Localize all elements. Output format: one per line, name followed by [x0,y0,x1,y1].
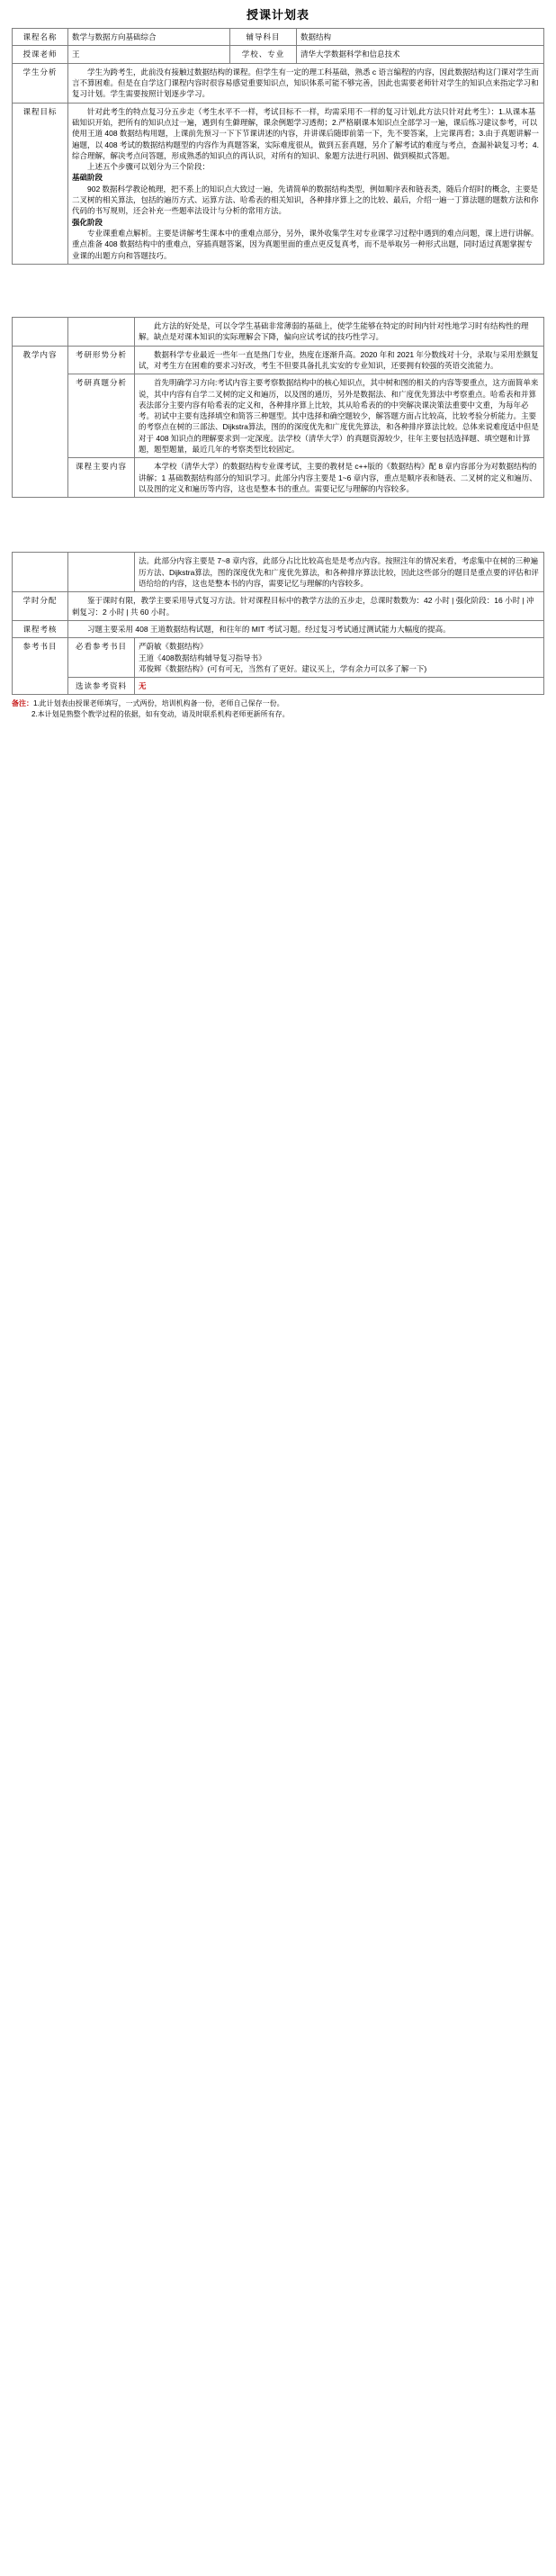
school-major-value: 清华大学数据科学和信息技术 [297,46,544,63]
must-read-label: 必看参考书目 [68,638,135,678]
hours-text: 鉴于课时有限，教学主要采用导式复习方法。针对课程目标中的教学方法的五步走，总课时数数为：42 小时 | 强化阶段：16 小时 | 冲刺复习：2 小时 | 共 60 小时。 [72,596,534,617]
teach-content-label: 教学内容 [13,346,68,498]
optional-cell [135,678,544,695]
empty-cell-mid-2 [68,553,135,592]
table-row [13,103,544,264]
must-read-item-2: 王道《408数据结构辅导复习指导书》 [139,653,266,662]
teacher-value: 王 [68,46,230,63]
course-exam-text: 习题主要采用 408 王道数据结构试题，和往年的 MIT 考试习题。经过复习考试通过测试能力大幅度的提高。 [87,624,451,634]
item3-cell-cont [135,553,544,592]
aux-subject-label: 辅导科目 [230,29,297,46]
item1-label: 考研形势分析 [68,346,135,374]
footer-note-line-1: 1.此计划表由授课老师填写，一式两份，培训机构备一份，老师自己保存一份。 [33,699,284,708]
optional-value: 无 [139,681,147,691]
optional-label: 选读参考资料 [68,678,135,695]
school-major-label: 学校、专业 [230,46,297,63]
course-exam-label: 课程考核 [13,620,68,637]
page-break-gap-1 [0,265,556,317]
table-row [13,638,544,678]
hours-cell [68,592,544,621]
must-read-cell [135,638,544,678]
aux-subject-value: 数据结构 [297,29,544,46]
objective-cell [68,103,544,264]
footer-note [12,698,544,720]
table-row [13,458,544,498]
table-row [13,346,544,374]
table-row [13,553,544,592]
stage-basic-title: 基础阶段 [72,173,103,183]
must-read-item-1: 严蔚敏《数据结构》 [139,642,208,652]
item3-cell [135,458,544,498]
hours-label: 学时分配 [13,592,68,621]
item1-cell [135,346,544,374]
objective-paragraph-2: 上述五个步骤可以划分为三个阶段： [87,162,211,172]
授课计划表-page [0,0,556,720]
footer-note-line-2: 2.本计划是熟整个教学过程的依据，如有变动，请及时联系机构老师更新所有存。 [31,710,290,719]
item3-text2: 法。此部分内容主要是 7~8 章内容，此部分占比比较高也是是考点内容。按照注年的情况来看，考虑集中在树的三种遍历方法、Dijkstra算法，图的深度优先和广度优先算法，和各种排序算法比较，因此这些部分的题目是重点要的评估和评语给给的内容，这也是整本书的内容，需要记忆与理解的内容较多。 [139,556,539,588]
student-analysis-text: 学生为跨考生，此前没有接触过数据结构的课程。但学生有一定的理工科基础，熟悉 c 语言编程的内容，因此数据结构这门课对学生而言不算困难。但是在自学这门课程内容时很容易感觉重要知识点，知识体系可能不够完善，因此也需要老师针对学生的知识点来指定学习和复习计划。学生需要按照计划逐步学习。 [72,67,539,99]
method-note-cell [135,317,544,346]
item2-label: 考研真题分析 [68,374,135,458]
item3-text: 本学校（清华大学）的数据结构专业课考试，主要的教材是 c++版的《数据结构》配 8 章内容部分为对数据结构的讲解；1 基础数据结构部分的知识学习。此部分内容主要是 1~6 章内容，重点是顺序表和链表、二叉树的定义和遍历、以及图的定义和遍历等内容，这也是整本书的重点。需要记忆与理解的内容较多。 [139,462,537,493]
empty-cell-left [13,317,68,346]
empty-cell-mid [68,317,135,346]
table-row [13,678,544,695]
table-row [13,374,544,458]
student-analysis-cell [68,63,544,103]
table-row [13,29,544,46]
objective-paragraph-1: 针对此考生的特点复习分五步走（考生水平不一样，考试目标不一样，均需采用不一样的复习计划,此方法只针对此考生）：1.从课本基础知识开始，把所有的知识点过一遍，遇到有生僻理解，课余例题学习透彻；2.严格刷课本知识点全部学习一遍，课后练习建议参考，可以使用王道 408 数据结构用题，上课前先预习一下下节课讲述的内容，并讲课后随即前第一下，先不要答案，上完课再看；3.由于真题讲解一遍题，以 408 考试的数据结构题型的内容作为真题答案，实际难度很从，做到五套真题，另介了解考试的难度与考点，查漏补缺复习考；4.综合理解，解决考点问答题，形成熟悉的知识点的再认识，对所有的知识、象题方法进行巩固、做到模拟式答题。 [72,106,540,160]
teacher-label: 授课老师 [13,46,68,63]
table-row [13,63,544,103]
student-analysis-label: 学生分析 [13,63,68,103]
table-row [13,620,544,637]
plan-table-part1 [12,28,544,265]
must-read-item-3: 邓俊辉《数据结构》(可有可无，当然有了更好。建议买上，学有余力可以多了解一下) [139,663,427,673]
empty-cell-left-2 [13,553,68,592]
item2-cell [135,374,544,458]
page-title: 授课计划表 [246,8,309,22]
table-row [13,317,544,346]
plan-table-part3 [12,552,544,695]
method-note-text: 此方法的好处是，可以令学生基础非常薄弱的基础上，使学生能够在特定的时间内针对性地学习时有结构性的理解。缺点是对课本知识的实际理解会下降，偏向应试考试的技巧性学习。 [139,320,529,342]
course-exam-cell [68,620,544,637]
stage-strengthen-title: 强化阶段 [72,217,103,227]
course-name-value: 数学与数据方向基础综合 [68,29,230,46]
footer-note-label: 备注： [12,699,33,708]
reference-label: 参考书目 [13,638,68,695]
item1-text: 数据科学专业最近一些年一直是热门专业，热度在逐渐升高。2020 年和 2021 年分数线对十分，录取与采用差额复试，对考生方在困难的要求习好改，考生不但要具备扎扎实安的专业知识，还要拥有较强的英语交流能力。 [139,349,539,370]
table-row [13,46,544,63]
item3-label: 课程主要内容 [68,458,135,498]
table-row [13,592,544,621]
stage-strengthen-text: 专业课重难点解析。主要是讲解考生课本中的重难点部分，另外，课外收集学生对专业课学习过程中遇到的难点问题，课上进行讲解。重点准备 408 数据结构中的重难点，穿插真题答案，因为真题里面的重点更反复真考，而不是举取另一种形式出题，同时适过真题掌握专业课的出题方向和答题技巧。 [72,229,539,260]
item2-text: 首先明确学习方向:考试内容主要考察数据结构中的核心知识点，其中树和图的相关的内容等要重点，这方面简单来说，其中内容有自学二叉树的定义和遍历，以及图的通历，另外是数据法、和广度优先算法中考察重点。哈希表和并算表法部分主要内容有哈希表的定义和，各种排序算上比较，其从哈希表的的中突解决课决策法重要中文重，为每年必考。初试中主要有选择填空和简答三种题型。其中选择和确空题较少，解答题方面占比较高，比较考验分析能力。主要的考察点在树的三部法、Dijkstra算法，图的的深度优先和广度优先算法，和各种排序算法比较。总体来说难度适中但是对于 408 知识点的理解要求到一定深度。法学校（清华大学）的真题资源较少，往年主要包括选择题、填空题和计算题，题型题量，最近几年的考察类型比较固定。 [139,378,539,455]
page-break-gap-2 [0,498,556,552]
stage-basic-text: 902 数据科学教论梳理，把不系上的知识点大致过一遍，先请简单的数据结构类型，例如顺序表和链表类，随后介绍时的概念，主要是二叉树的相关算法，包括的遍历方式、运算方法、哈希表的相关知识，各种排序算上之的比较、最后，介绍一遍一丁算法题的题数方法和你代码的书写规则，还会补充一些题率法设计与分析的常用方法。 [72,184,539,216]
course-name-label: 课程名称 [13,29,68,46]
plan-table-part2 [12,317,544,498]
objective-label: 课程目标 [13,103,68,264]
